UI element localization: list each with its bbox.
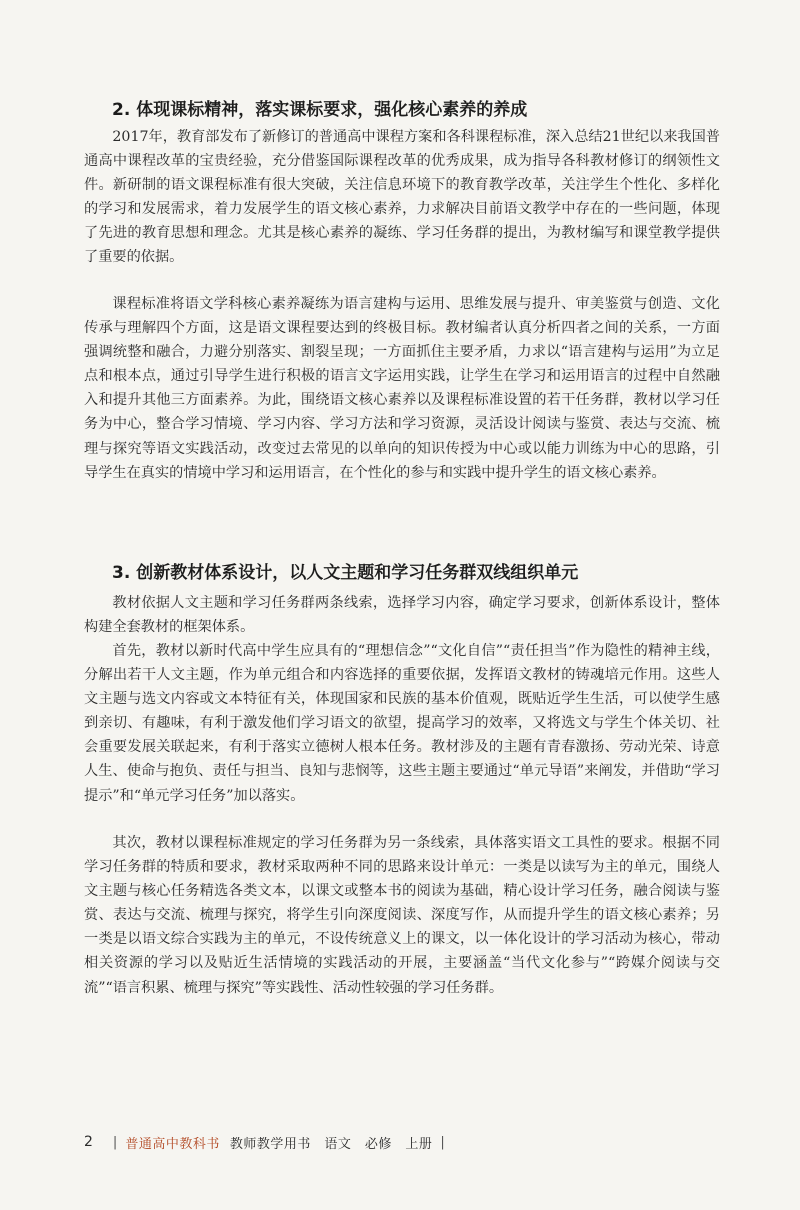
footer-book-subtitle: 教师教学用书 语文 必修 上册 <box>229 1136 433 1152</box>
section-2-paragraph-1: 2017年，教育部发布了新修订的普通高中课程方案和各科课程标准，深入总结21世纪以来我国普通高中课程改革的宝贵经验，充分借鉴国际课程改革的优秀成果，成为指导各科教材修订的纲领性文件。新研制的语文课程标准有很大突破，关注信息环境下的教育教学改革，关注学生个性化、多样化的学习和发展需求，着力发展学生的语文核心素养，力求解决目前语文教学中存在的一些问题，体现了先进的教育思想和理念。尤其是核心素养的凝练、学习任务群的提出，为教材编写和课堂教学提供了重要的依据。 <box>84 129 720 266</box>
footer-end-separator: | <box>440 1134 445 1150</box>
section-2-paragraph-2: 课程标准将语文学科核心素养凝练为语言建构与运用、思维发展与提升、审美鉴赏与创造、文化传承与理解四个方面，这是语文课程要达到的终极目标。教材编者认真分析四者之间的关系，一方面强调统整和融合，力避分别落实、割裂呈现；一方面抓住主要矛盾，力求以“语言建构与运用”为立足点和根本点，通过引导学生进行积极的语言文字运用实践，让学生在学习和运用语言的过程中自然融入和提升其他三方面素养。为此，围绕语文核心素养以及课程标准设置的若干任务群，教材以学习任务为中心，整合学习情境、学习内容、学习方法和学习资源，灵活设计阅读与鉴赏、表达与交流、梳理与探究等语文实践活动，改变过去常见的以单向的知识传授为中心或以能力训练为中心的思路，引导学生在真实的情境中学习和运用语言，在个性化的参与和实践中提升学生的语文核心素养。 <box>84 296 720 481</box>
section-3-paragraph-3: 其次，教材以课程标准规定的学习任务群为另一条线索，具体落实语文工具性的要求。根据不同学习任务群的特质和要求，教材采取两种不同的思路来设计单元：一类是以读写为主的单元，围绕人文主题与核心任务精选各类文本，以课文或整本书的阅读为基础，精心设计学习任务，融合阅读与鉴赏、表达与交流、梳理与探究，将学生引向深度阅读、深度写作，从而提升学生的语文核心素养；另一类是以语文综合实践为主的单元，不设传统意义上的课文，以一体化设计的学习活动为核心，带动相关资源的学习以及贴近生活情境的实践活动的开展，主要涵盖“当代文化参与”“跨媒介阅读与交流”“语言积累、梳理与探究”等实践性、活动性较强的学习任务群。 <box>84 835 720 996</box>
document-page <box>84 0 720 1210</box>
section-3-paragraph-1: 教材依据人文主题和学习任务群两条线索，选择学习内容，确定学习要求，创新体系设计，整体构建全套教材的框架体系。 <box>84 595 720 636</box>
section-3-paragraph-2: 首先，教材以新时代高中学生应具有的“理想信念”“文化自信”“责任担当”作为隐性的精神主线，分解出若干人文主题，作为单元组合和内容选择的重要依据，发挥语文教材的铸魂培元作用。这些人文主题与选文内容或文本特征有关，体现国家和民族的基本价值观，既贴近学生生活，可以使学生感到亲切、有趣味，有利于激发他们学习语文的欲望，提高学习的效率，又将选文与学生个体关切、社会重要发展关联起来，有利于落实立德树人根本任务。教材涉及的主题有青春激扬、劳动光荣、诗意人生、使命与抱负、责任与担当、良知与悲悯等，这些主题主要通过“单元导语”来阐发，并借助“学习提示”和“单元学习任务”加以落实。 <box>84 643 720 804</box>
footer-separator: | <box>112 1134 118 1150</box>
footer-book-title: 普通高中教科书 <box>125 1136 220 1152</box>
section-3-heading: 3. 创新教材体系设计，以人文主题和学习任务群双线组织单元 <box>112 563 579 583</box>
page-number: 2 <box>84 1134 93 1150</box>
page-footer <box>84 1131 453 1153</box>
section-2-heading: 2. 体现课标精神，落实课标要求，强化核心素养的养成 <box>112 100 528 120</box>
